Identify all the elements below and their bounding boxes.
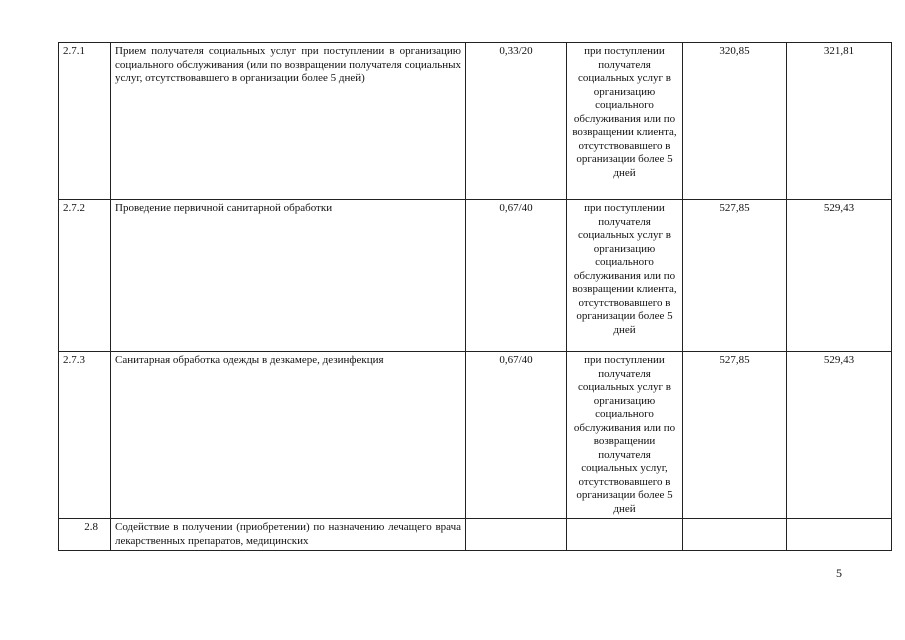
price-1	[683, 519, 787, 551]
price-2: 529,43	[787, 200, 892, 352]
service-name: Проведение первичной санитарной обработки	[111, 200, 466, 352]
table-row	[59, 200, 892, 352]
table-row	[59, 519, 892, 551]
price-1: 320,85	[683, 43, 787, 200]
price-2: 321,81	[787, 43, 892, 200]
price-2	[787, 519, 892, 551]
service-name: Санитарная обработка одежды в дезкамере, дезинфекция	[111, 352, 466, 519]
services-table	[58, 42, 892, 551]
service-condition: при поступлении получателя социальных услуг в организацию социального обслуживания или по возвращении клиента, отсутствовавшего в организации более 5 дней	[567, 43, 683, 200]
row-number: 2.7.3	[59, 352, 111, 519]
time-norm: 0,67/40	[466, 352, 567, 519]
page-number: 5	[836, 566, 842, 580]
service-name: Прием получателя социальных услуг при поступлении в организацию социального обслуживания (или по возвращении получателя социальных услуг, отсутствовавшего в организации более 5 дней)	[111, 43, 466, 200]
table-row	[59, 43, 892, 200]
table-row	[59, 352, 892, 519]
price-1: 527,85	[683, 352, 787, 519]
time-norm	[466, 519, 567, 551]
row-number: 2.8	[59, 519, 111, 551]
row-number: 2.7.2	[59, 200, 111, 352]
service-condition: при поступлении получателя социальных услуг в организацию социального обслуживания или по возвращении клиента, отсутствовавшего в организации более 5 дней	[567, 200, 683, 352]
time-norm: 0,33/20	[466, 43, 567, 200]
price-1: 527,85	[683, 200, 787, 352]
price-2: 529,43	[787, 352, 892, 519]
time-norm: 0,67/40	[466, 200, 567, 352]
row-number: 2.7.1	[59, 43, 111, 200]
service-name: Содействие в получении (приобретении) по назначению лечащего врача лекарственных препаратов, медицинских	[111, 519, 466, 551]
service-condition	[567, 519, 683, 551]
service-condition: при поступлении получателя социальных услуг в организацию социального обслуживания или по возвращении получателя социальных услуг, отсутствовавшего в организации более 5 дней	[567, 352, 683, 519]
